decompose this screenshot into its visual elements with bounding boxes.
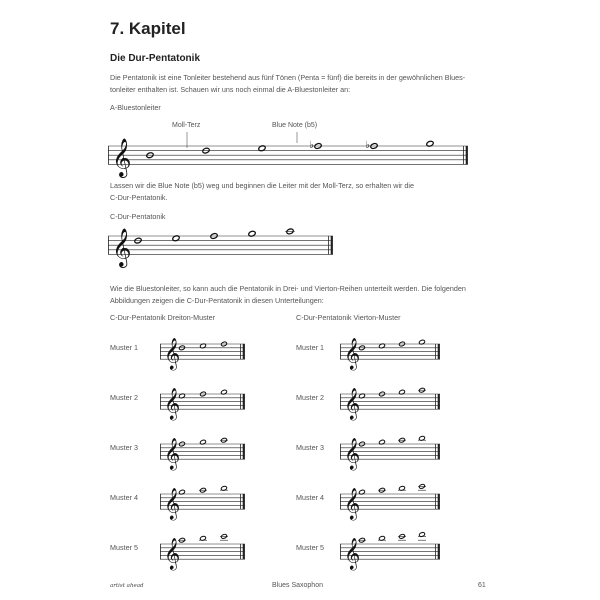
pattern-label: Muster 5 [110, 543, 138, 552]
treble-clef-icon: 𝄞 [164, 438, 181, 470]
pattern-label: Muster 4 [296, 493, 324, 502]
intro-line: Die Pentatonik ist eine Tonleiter bestehend aus fünf Tönen (Penta = fünf) die bereits in der gewöhnlichen Blues- [110, 73, 466, 82]
middle-paragraph [110, 180, 414, 204]
page-number: 61 [478, 582, 486, 589]
treble-clef-icon: 𝄞 [344, 438, 361, 470]
c-pentatonic-label: C-Dur-Pentatonik [110, 212, 166, 221]
publisher-logo: artist ahead [110, 583, 144, 589]
footer-title: Blues Saxophon [272, 582, 323, 589]
lower-line: Abbildungen zeigen die C-Dur-Pentatonik in diesen Unterteilungen: [110, 296, 324, 305]
pattern-staff [340, 438, 440, 468]
treble-clef-icon: 𝄞 [164, 538, 181, 570]
pattern-staff [160, 488, 245, 518]
section-title: Die Dur-Pentatonik [110, 53, 201, 64]
chapter-title: 7. Kapitel [110, 19, 186, 38]
pattern-label: Muster 1 [296, 343, 324, 352]
blues-scale-staff [108, 137, 468, 177]
flat-sign-icon: ♭ [309, 140, 315, 152]
treble-clef-icon: 𝄞 [344, 488, 361, 520]
four-tone-heading: C-Dur-Pentatonik Vierton-Muster [296, 313, 401, 322]
c-pentatonic-staff [108, 227, 333, 267]
pattern-staff [340, 488, 440, 518]
pattern-staff [160, 338, 245, 368]
pattern-staff [340, 388, 440, 418]
middle-line: C-Dur-Pentatonik. [110, 193, 168, 202]
pattern-staff [340, 538, 440, 568]
pattern-staff [160, 438, 245, 468]
treble-clef-icon: 𝄞 [112, 137, 132, 177]
middle-line: Lassen wir die Blue Note (b5) weg und beginnen die Leiter mit der Moll-Terz, so erhalten wir die [110, 181, 415, 190]
lower-paragraph [110, 283, 466, 307]
annotation-minor-third: Moll-Terz [172, 122, 201, 129]
treble-clef-icon: 𝄞 [164, 338, 181, 370]
treble-clef-icon: 𝄞 [344, 538, 361, 570]
lower-line: Wie die Bluestonleiter, so kann auch die Pentatonik in Drei- und Vierton-Reihen unterteilt werden. Die folgenden [110, 284, 466, 293]
treble-clef-icon: 𝄞 [164, 388, 181, 420]
pattern-label: Muster 3 [110, 443, 138, 452]
pattern-staff [340, 338, 440, 368]
blues-scale-label: A-Bluestonleiter [110, 103, 161, 112]
intro-line: tonleiter enthalten ist. Schauen wir uns noch einmal die A-Bluestonleiter an: [110, 85, 351, 94]
pattern-staff [160, 388, 245, 418]
pattern-label: Muster 2 [296, 393, 324, 402]
pattern-label: Muster 5 [296, 543, 324, 552]
treble-clef-icon: 𝄞 [112, 227, 132, 267]
three-tone-heading: C-Dur-Pentatonik Dreiton-Muster [110, 313, 216, 322]
pattern-label: Muster 3 [296, 443, 324, 452]
treble-clef-icon: 𝄞 [164, 488, 181, 520]
pattern-label: Muster 4 [110, 493, 138, 502]
pattern-label: Muster 2 [110, 393, 138, 402]
flat-sign-icon: ♭ [365, 140, 371, 152]
pattern-staff [160, 538, 245, 568]
treble-clef-icon: 𝄞 [344, 388, 361, 420]
annotation-blue-note: Blue Note (b5) [272, 122, 318, 129]
pattern-label: Muster 1 [110, 343, 138, 352]
treble-clef-icon: 𝄞 [344, 338, 361, 370]
